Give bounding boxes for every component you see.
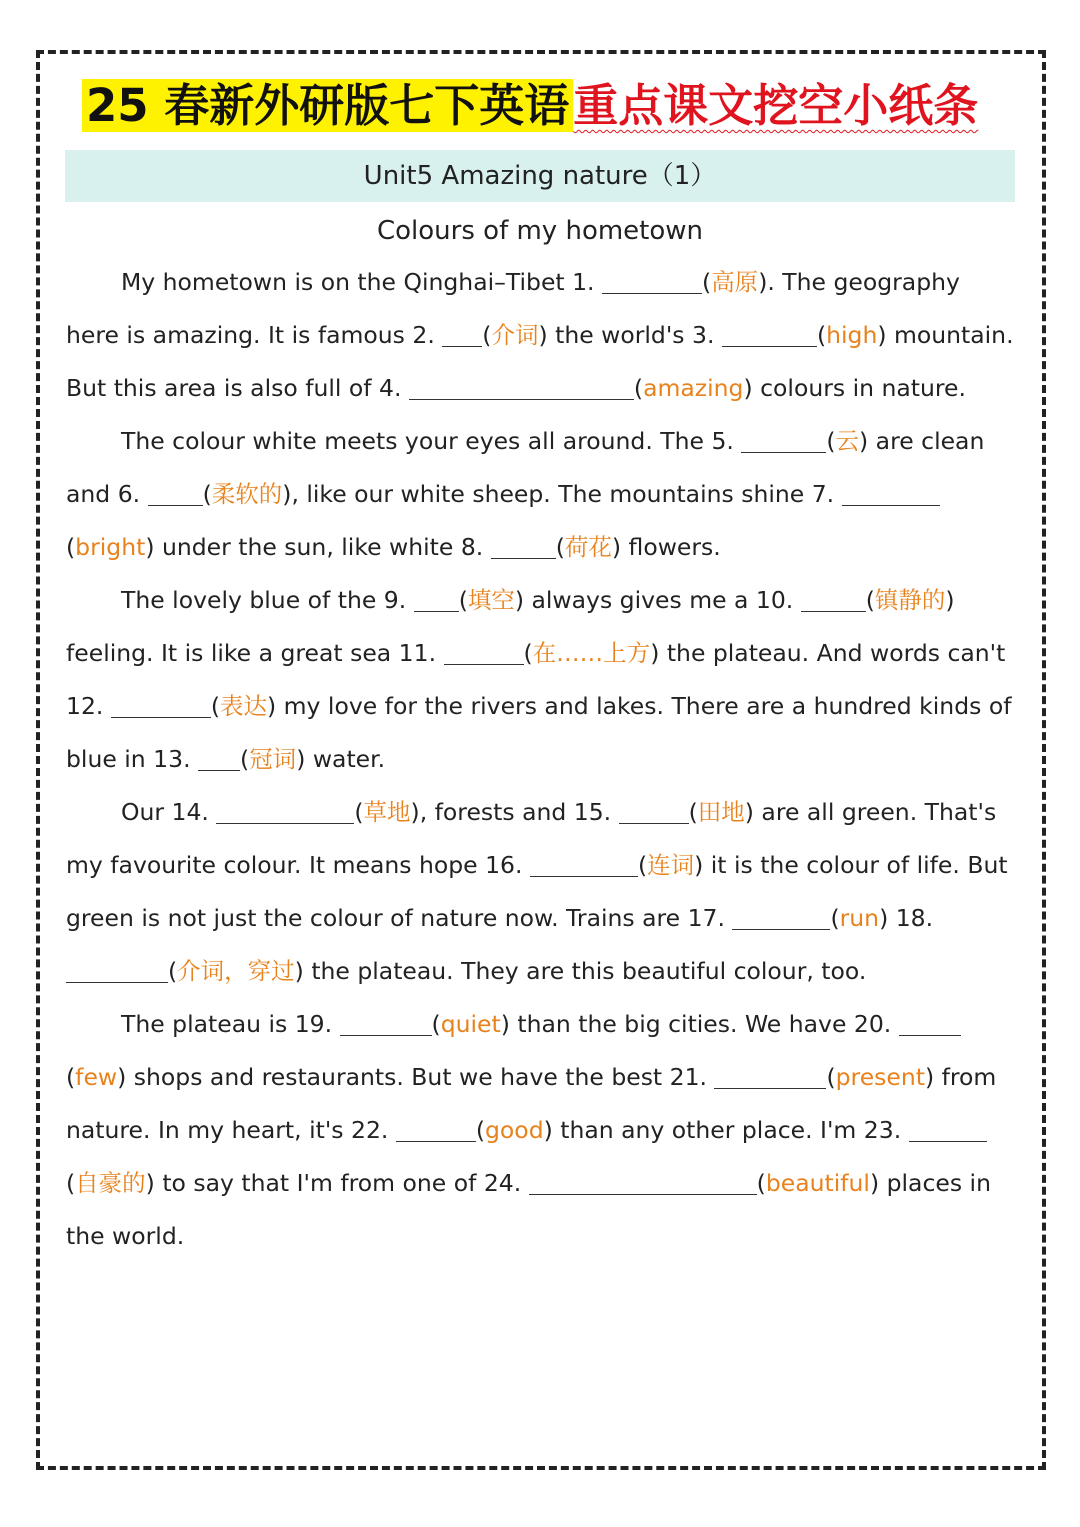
blank-number: 14. xyxy=(171,798,217,826)
blank-number: 24. xyxy=(483,1169,529,1197)
passage-text: flowers. xyxy=(621,533,721,561)
answer-blank[interactable] xyxy=(842,482,940,507)
answer-blank[interactable] xyxy=(442,323,482,348)
blank-number: 6. xyxy=(117,480,148,508)
blank-number: 20. xyxy=(853,1010,899,1038)
blank-hint: 田地 xyxy=(697,798,745,826)
passage-paragraph: Our 14. (草地), forests and 15. (田地) are all green. That's my favourite colour. It means hope 16. (连词) it is the colour of life. But green is not just the colour of nature now. Trains are 17. (run) 18. (介词，穿过) the plateau. They are this beautiful colour, too. xyxy=(66,798,1008,985)
passage-text: . The geography here is amazing. It is famous xyxy=(66,268,960,349)
page-title xyxy=(82,66,978,146)
answer-blank[interactable] xyxy=(801,588,866,613)
answer-blank[interactable] xyxy=(111,694,211,719)
blank-hint: present xyxy=(835,1063,925,1091)
answer-blank[interactable] xyxy=(909,1118,987,1143)
blank-hint: run xyxy=(839,904,880,932)
blank-number: 17. xyxy=(687,904,733,932)
answer-blank[interactable] xyxy=(722,323,817,348)
passage-text: my love for the rivers and lakes. There are a hundred kinds of blue in xyxy=(66,692,1012,773)
passage-text: , like our white sheep. The mountains shine xyxy=(291,480,812,508)
answer-blank[interactable] xyxy=(148,482,203,507)
title-red-part: 重点课文挖空小纸条 xyxy=(573,79,979,132)
blank-hint: 镇静的 xyxy=(874,586,946,614)
blank-number: 19. xyxy=(294,1010,340,1038)
blank-hint: 在……上方 xyxy=(532,639,651,667)
blank-number: 11. xyxy=(398,639,444,667)
passage-text: always gives me a xyxy=(524,586,756,614)
blank-hint: high xyxy=(826,321,878,349)
passage-body xyxy=(66,256,1018,1263)
passage-text: The plateau is xyxy=(121,1010,295,1038)
blank-number: 12. xyxy=(66,692,111,720)
blank-number: 22. xyxy=(351,1116,396,1144)
answer-blank[interactable] xyxy=(491,535,556,560)
passage-text: feeling. It is like a great sea xyxy=(66,639,399,667)
blank-hint: 草地 xyxy=(363,798,411,826)
blank-number: 2. xyxy=(412,321,443,349)
answer-blank[interactable] xyxy=(409,376,634,401)
blank-hint: 介词，穿过 xyxy=(177,957,295,985)
blank-hint: 自豪的 xyxy=(75,1169,146,1197)
blank-number: 8. xyxy=(460,533,491,561)
blank-hint: 高原 xyxy=(711,268,759,296)
passage-text: shops and restaurants. But we have the best xyxy=(126,1063,670,1091)
answer-blank[interactable] xyxy=(714,1065,826,1090)
blank-number: 7. xyxy=(811,480,842,508)
passage-text: mountain. But this area is also full of xyxy=(66,321,1014,402)
blank-hint: few xyxy=(75,1063,118,1091)
blank-number: 21. xyxy=(669,1063,715,1091)
answer-blank[interactable] xyxy=(741,429,826,454)
answer-blank[interactable] xyxy=(899,1012,961,1037)
passage-text: than the big cities. We have xyxy=(509,1010,854,1038)
blank-number: 9. xyxy=(383,586,414,614)
blank-hint: 冠词 xyxy=(249,745,297,773)
answer-blank[interactable] xyxy=(198,747,240,772)
blank-number: 18. xyxy=(895,904,934,932)
answer-blank[interactable] xyxy=(602,270,702,295)
passage-text: The lovely blue of the xyxy=(121,586,384,614)
blank-number: 5. xyxy=(711,427,742,455)
blank-number: 1. xyxy=(572,268,603,296)
blank-number: 3. xyxy=(692,321,722,349)
answer-blank[interactable] xyxy=(444,641,524,666)
passage-paragraph: The lovely blue of the 9. (填空) always gives me a 10. (镇静的) feeling. It is like a great sea 11. (在……上方) the plateau. And words can't 12. (表达) my love for the rivers and lakes. There are a hundred kinds of blue in 13. (冠词) water. xyxy=(66,586,1012,773)
passage-text xyxy=(888,904,895,932)
title-highlight: 25 春新外研版七下英语 xyxy=(82,79,573,132)
blank-hint: 荷花 xyxy=(564,533,612,561)
passage-text: The colour white meets your eyes all around. The xyxy=(121,427,712,455)
answer-blank[interactable] xyxy=(529,1171,757,1196)
blank-hint: 柔软的 xyxy=(211,480,283,508)
blank-number: 16. xyxy=(485,851,530,879)
passage-text: My hometown is on the Qinghai–Tibet xyxy=(121,268,573,296)
blank-number: 10. xyxy=(755,586,801,614)
passage-text: , forests and xyxy=(419,798,574,826)
blank-number: 15. xyxy=(573,798,619,826)
blank-number: 4. xyxy=(379,374,409,402)
answer-blank[interactable] xyxy=(732,906,830,931)
passage-paragraph: The colour white meets your eyes all around. The 5. (云) are clean and 6. (柔软的), like our white sheep. The mountains shine 7. (bright) under the sun, like white 8. (荷花) flowers. xyxy=(66,427,985,561)
blank-number: 23. xyxy=(863,1116,909,1144)
passage-text: to say that I'm from one of xyxy=(154,1169,484,1197)
passage-text: colours in nature. xyxy=(752,374,966,402)
passage-title: Colours of my hometown xyxy=(376,216,704,246)
blank-hint: 云 xyxy=(835,427,860,455)
passage-text: are all green. That's my favourite colour. It means hope xyxy=(66,798,997,879)
blank-hint: 介词 xyxy=(491,321,539,349)
answer-blank[interactable] xyxy=(414,588,459,613)
passage-text: the plateau. And words can't xyxy=(659,639,1006,667)
answer-blank[interactable] xyxy=(530,853,638,878)
answer-blank[interactable] xyxy=(66,959,168,984)
answer-blank[interactable] xyxy=(216,800,354,825)
passage-text: are clean and xyxy=(66,427,985,508)
passage-text: than any other place. I'm xyxy=(552,1116,864,1144)
blank-hint: 填空 xyxy=(467,586,515,614)
blank-hint: beautiful xyxy=(765,1169,870,1197)
passage-text: the world's xyxy=(547,321,693,349)
passage-text: from nature. In my heart, it's xyxy=(66,1063,997,1144)
passage-text: it is the colour of life. But green is not just the colour of nature now. Trains are xyxy=(66,851,1008,932)
unit-heading: Unit5 Amazing nature（1） xyxy=(65,150,1015,202)
blank-hint: 连词 xyxy=(647,851,695,879)
passage-paragraph: The plateau is 19. (quiet) than the big cities. We have 20. (few) shops and restaurants. But we have the best 21. (present) from nature. In my heart, it's 22. (good) than any other place. I'm 23. (自豪的) to say that I'm from one of 24. (beautiful) places in the world. xyxy=(66,1010,997,1250)
passage-text: Our xyxy=(121,798,172,826)
passage-paragraph: My hometown is on the Qinghai–Tibet 1. (高原). The geography here is amazing. It is famous 2. (介词) the world's 3. (high) mountain. But this area is also full of 4. (amazing) colours in nature. xyxy=(66,268,1014,402)
passage-text: the plateau. They are this beautiful colour, too. xyxy=(303,957,867,985)
passage-text: places in the world. xyxy=(66,1169,991,1250)
passage-text: under the sun, like white xyxy=(154,533,461,561)
blank-number: 13. xyxy=(153,745,199,773)
answer-blank[interactable] xyxy=(340,1012,432,1037)
answer-blank[interactable] xyxy=(396,1118,476,1143)
blank-hint: good xyxy=(485,1116,544,1144)
blank-hint: quiet xyxy=(440,1010,501,1038)
passage-text: water. xyxy=(305,745,386,773)
blank-hint: amazing xyxy=(643,374,744,402)
blank-hint: 表达 xyxy=(220,692,268,720)
blank-hint: bright xyxy=(75,533,146,561)
answer-blank[interactable] xyxy=(619,800,689,825)
